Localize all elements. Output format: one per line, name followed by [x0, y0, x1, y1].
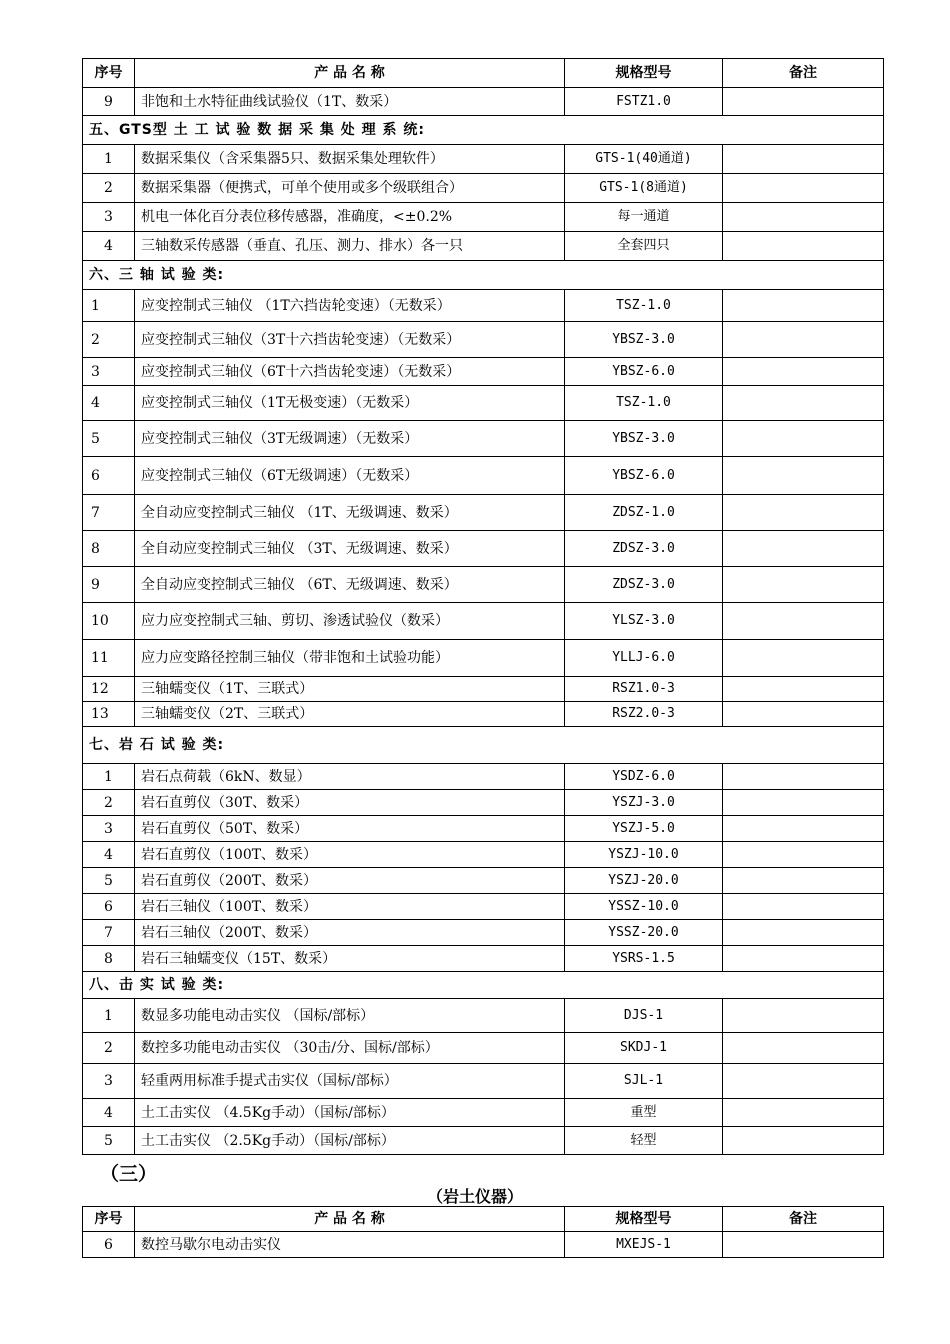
table-row [83, 203, 884, 232]
row-number: 2 [83, 322, 135, 358]
note-cell [723, 702, 884, 727]
model-number: ZDSZ-3.0 [565, 567, 723, 603]
section-title: 八、击 实 试 验 类: [83, 972, 884, 999]
section-title: 七、岩 石 试 验 类: [83, 727, 884, 764]
row-number: 7 [83, 495, 135, 531]
model-number: YSDZ-6.0 [565, 764, 723, 790]
note-cell [723, 145, 884, 174]
table-row [83, 290, 884, 322]
row-number: 3 [83, 358, 135, 386]
header-no: 序号 [83, 59, 135, 88]
row-number: 4 [83, 1099, 135, 1127]
model-number: GTS-1(8通道) [565, 174, 723, 203]
note-cell [723, 816, 884, 842]
table-row [83, 145, 884, 174]
model-number: YSRS-1.5 [565, 946, 723, 972]
model-number: YBSZ-6.0 [565, 358, 723, 386]
model-number: YSSZ-10.0 [565, 894, 723, 920]
section-title: 五、GTS型 土 工 试 验 数 据 采 集 处 理 系 统: [83, 116, 884, 145]
model-number: YSZJ-10.0 [565, 842, 723, 868]
products-table-continued [82, 1206, 884, 1258]
model-number: TSZ-1.0 [565, 386, 723, 421]
table-row [83, 640, 884, 677]
row-number: 12 [83, 677, 135, 702]
table-row [83, 920, 884, 946]
row-number: 2 [83, 790, 135, 816]
model-number: YSZJ-3.0 [565, 790, 723, 816]
product-name: 应力应变路径控制三轴仪（带非饱和土试验功能） [135, 640, 565, 677]
table-row [83, 531, 884, 567]
row-number: 6 [83, 457, 135, 495]
product-name: 岩石三轴蠕变仪（15T、数采） [135, 946, 565, 972]
row-number: 1 [83, 290, 135, 322]
note-cell [723, 232, 884, 261]
model-number: DJS-1 [565, 999, 723, 1033]
table-row [83, 677, 884, 702]
product-name: 机电一体化百分表位移传感器，准确度，<±0.2% [135, 203, 565, 232]
table-row [83, 868, 884, 894]
product-name: 轻重两用标准手提式击实仪（国标/部标） [135, 1064, 565, 1099]
note-cell [723, 174, 884, 203]
row-number: 8 [83, 946, 135, 972]
header-name: 产 品 名 称 [135, 1207, 565, 1232]
note-cell [723, 290, 884, 322]
table-row [83, 358, 884, 386]
table-row [83, 1127, 884, 1155]
model-number: YBSZ-3.0 [565, 421, 723, 457]
note-cell [723, 1064, 884, 1099]
note-cell [723, 1232, 884, 1258]
row-number: 13 [83, 702, 135, 727]
product-name: 应变控制式三轴仪（3T无级调速）（无数采） [135, 421, 565, 457]
row-number: 9 [83, 88, 135, 116]
model-number: FSTZ1.0 [565, 88, 723, 116]
row-number: 6 [83, 1232, 135, 1258]
product-name: 土工击实仪 （2.5Kg手动）（国标/部标） [135, 1127, 565, 1155]
model-number: YSZJ-20.0 [565, 868, 723, 894]
section-row [83, 972, 884, 999]
note-cell [723, 842, 884, 868]
table-row [83, 603, 884, 640]
table-row [83, 894, 884, 920]
model-number: YLLJ-6.0 [565, 640, 723, 677]
table-row [83, 764, 884, 790]
header-name: 产 品 名 称 [135, 59, 565, 88]
note-cell [723, 567, 884, 603]
note-cell [723, 894, 884, 920]
product-name: 岩石直剪仪（100T、数采） [135, 842, 565, 868]
model-number: ZDSZ-3.0 [565, 531, 723, 567]
table-row [83, 702, 884, 727]
product-name: 三轴数采传感器（垂直、孔压、测力、排水）各一只 [135, 232, 565, 261]
table-header-row [83, 1207, 884, 1232]
product-name: 数据采集器（便携式，可单个使用或多个级联组合） [135, 174, 565, 203]
note-cell [723, 920, 884, 946]
table-row [83, 495, 884, 531]
row-number: 3 [83, 816, 135, 842]
model-number: 全套四只 [565, 232, 723, 261]
product-name: 应变控制式三轴仪（1T无极变速）（无数采） [135, 386, 565, 421]
header-note: 备注 [723, 1207, 884, 1232]
table-row [83, 567, 884, 603]
product-name: 土工击实仪 （4.5Kg手动）（国标/部标） [135, 1099, 565, 1127]
header-model: 规格型号 [565, 1207, 723, 1232]
section-title: 六、三 轴 试 验 类: [83, 261, 884, 290]
row-number: 3 [83, 1064, 135, 1099]
product-name: 全自动应变控制式三轴仪 （1T、无级调速、数采） [135, 495, 565, 531]
note-cell [723, 457, 884, 495]
note-cell [723, 603, 884, 640]
table-row [83, 457, 884, 495]
row-number: 11 [83, 640, 135, 677]
row-number: 5 [83, 1127, 135, 1155]
model-number: YBSZ-3.0 [565, 322, 723, 358]
row-number: 2 [83, 1033, 135, 1064]
note-cell [723, 1127, 884, 1155]
note-cell [723, 1033, 884, 1064]
note-cell [723, 421, 884, 457]
product-name: 数控多功能电动击实仪 （30击/分、国标/部标） [135, 1033, 565, 1064]
note-cell [723, 358, 884, 386]
row-number: 10 [83, 603, 135, 640]
note-cell [723, 203, 884, 232]
note-cell [723, 495, 884, 531]
table-row [83, 946, 884, 972]
product-name: 数控马歇尔电动击实仪 [135, 1232, 565, 1258]
product-name: 岩石三轴仪（200T、数采） [135, 920, 565, 946]
product-name: 应变控制式三轴仪（6T十六挡齿轮变速）（无数采） [135, 358, 565, 386]
product-name: 应变控制式三轴仪 （1T六挡齿轮变速）（无数采） [135, 290, 565, 322]
model-number: SKDJ-1 [565, 1033, 723, 1064]
row-number: 3 [83, 203, 135, 232]
note-cell [723, 88, 884, 116]
product-name: 岩石直剪仪（50T、数采） [135, 816, 565, 842]
note-cell [723, 764, 884, 790]
product-name: 非饱和土水特征曲线试验仪（1T、数采） [135, 88, 565, 116]
row-number: 4 [83, 842, 135, 868]
header-note: 备注 [723, 59, 884, 88]
product-name: 应变控制式三轴仪（6T无级调速）（无数采） [135, 457, 565, 495]
row-number: 5 [83, 421, 135, 457]
model-number: GTS-1(40通道) [565, 145, 723, 174]
note-cell [723, 868, 884, 894]
table-row [83, 816, 884, 842]
table-row [83, 174, 884, 203]
model-number: 每一通道 [565, 203, 723, 232]
product-name: 数据采集仪（含采集器5只、数据采集处理软件） [135, 145, 565, 174]
table-row [83, 88, 884, 116]
row-number: 5 [83, 868, 135, 894]
model-number: YLSZ-3.0 [565, 603, 723, 640]
table-row [83, 1099, 884, 1127]
table-header-row [83, 59, 884, 88]
products-table [82, 58, 884, 1155]
product-name: 三轴蠕变仪（1T、三联式） [135, 677, 565, 702]
page-title: （岩土仪器） [426, 1187, 523, 1206]
note-cell [723, 999, 884, 1033]
row-number: 1 [83, 999, 135, 1033]
note-cell [723, 1099, 884, 1127]
table-row [83, 842, 884, 868]
model-number: 轻型 [565, 1127, 723, 1155]
table-row [83, 1232, 884, 1258]
row-number: 4 [83, 232, 135, 261]
note-cell [723, 946, 884, 972]
section-row [83, 727, 884, 764]
section-row [83, 261, 884, 290]
row-number: 1 [83, 764, 135, 790]
table-row [83, 1033, 884, 1064]
model-number: ZDSZ-1.0 [565, 495, 723, 531]
table-row [83, 322, 884, 358]
row-number: 8 [83, 531, 135, 567]
product-name: 岩石三轴仪（100T、数采） [135, 894, 565, 920]
product-name: 应变控制式三轴仪（3T十六挡齿轮变速）（无数采） [135, 322, 565, 358]
product-name: 岩石点荷载（6kN、数显） [135, 764, 565, 790]
model-number: 重型 [565, 1099, 723, 1127]
table-row [83, 790, 884, 816]
note-cell [723, 531, 884, 567]
note-cell [723, 640, 884, 677]
note-cell [723, 677, 884, 702]
product-name: 三轴蠕变仪（2T、三联式） [135, 702, 565, 727]
section-row [83, 116, 884, 145]
product-name: 全自动应变控制式三轴仪 （6T、无级调速、数采） [135, 567, 565, 603]
row-number: 1 [83, 145, 135, 174]
table-row [83, 421, 884, 457]
model-number: RSZ2.0-3 [565, 702, 723, 727]
product-name: 数显多功能电动击实仪 （国标/部标） [135, 999, 565, 1033]
model-number: SJL-1 [565, 1064, 723, 1099]
product-name: 应力应变控制式三轴、剪切、渗透试验仪（数采） [135, 603, 565, 640]
part-label: （三） [100, 1163, 158, 1185]
row-number: 6 [83, 894, 135, 920]
model-number: YSZJ-5.0 [565, 816, 723, 842]
model-number: MXEJS-1 [565, 1232, 723, 1258]
table-row [83, 232, 884, 261]
product-name: 岩石直剪仪（200T、数采） [135, 868, 565, 894]
header-no: 序号 [83, 1207, 135, 1232]
product-name: 全自动应变控制式三轴仪 （3T、无级调速、数采） [135, 531, 565, 567]
row-number: 9 [83, 567, 135, 603]
row-number: 7 [83, 920, 135, 946]
model-number: YSSZ-20.0 [565, 920, 723, 946]
product-name: 岩石直剪仪（30T、数采） [135, 790, 565, 816]
model-number: TSZ-1.0 [565, 290, 723, 322]
model-number: RSZ1.0-3 [565, 677, 723, 702]
header-model: 规格型号 [565, 59, 723, 88]
table-row [83, 386, 884, 421]
row-number: 4 [83, 386, 135, 421]
row-number: 2 [83, 174, 135, 203]
note-cell [723, 386, 884, 421]
table-row [83, 999, 884, 1033]
note-cell [723, 322, 884, 358]
table-row [83, 1064, 884, 1099]
note-cell [723, 790, 884, 816]
model-number: YBSZ-6.0 [565, 457, 723, 495]
